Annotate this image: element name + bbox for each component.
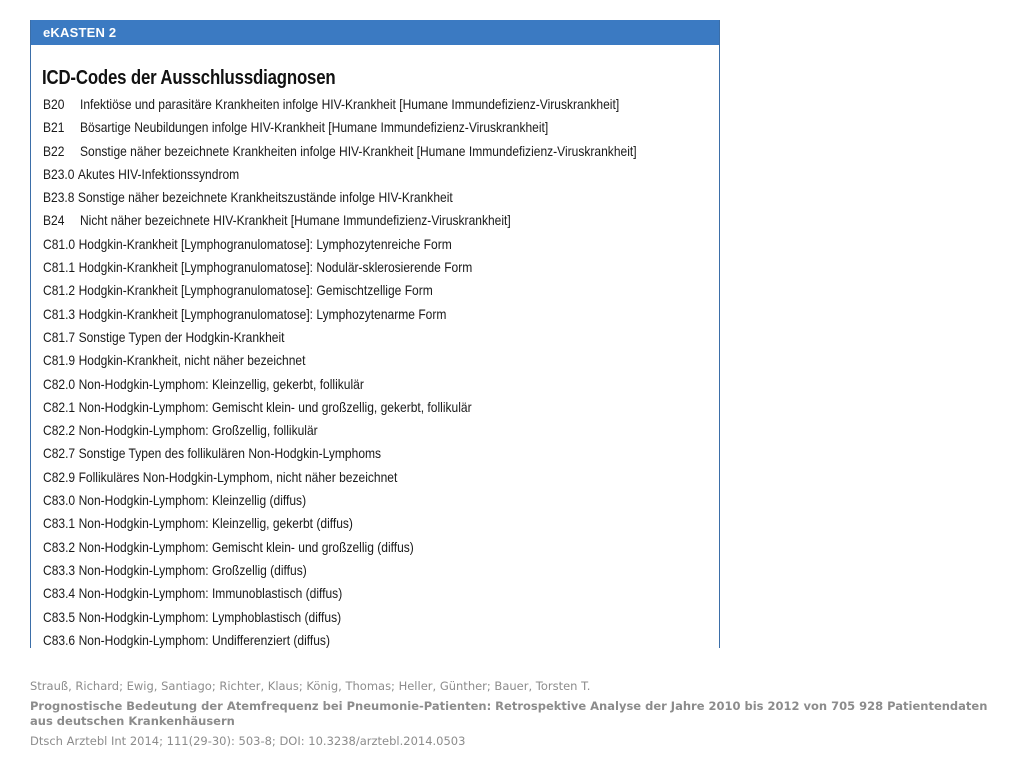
icd-entry	[43, 116, 714, 139]
icd-description: Sonstige Typen der Hodgkin-Krankheit	[78, 328, 285, 345]
icd-code: C83.1	[43, 515, 76, 532]
icd-description: Sonstige näher bezeichnete Krankheiten infolge HIV-Krankheit [Humane Immundefizienz-Viruskrankheit]	[79, 142, 637, 159]
icd-description: Non-Hodgkin-Lymphom: Lymphoblastisch (diffus)	[78, 608, 342, 625]
icd-description: Non-Hodgkin-Lymphom: Kleinzellig, gekerbt, follikulär	[78, 375, 364, 392]
icd-code: C83.6	[43, 631, 76, 648]
icd-entry	[43, 536, 714, 559]
icd-code: C82.1	[43, 398, 76, 415]
icd-entry	[43, 209, 714, 232]
icd-description: Akutes HIV-Infektionssyndrom	[77, 165, 240, 182]
icd-code: C81.1	[43, 259, 76, 276]
icd-entry	[43, 489, 714, 512]
icd-code: C81.7	[43, 328, 76, 345]
icd-entry	[43, 93, 714, 116]
icd-code: C82.0	[43, 375, 76, 392]
icd-code: C82.2	[43, 422, 76, 439]
icd-description: Non-Hodgkin-Lymphom: Großzellig, follikulär	[78, 422, 318, 439]
icd-code: C82.7	[43, 445, 76, 462]
icd-code: B23.8	[43, 189, 75, 206]
icd-description: Non-Hodgkin-Lymphom: Immunoblastisch (diffus)	[78, 585, 343, 602]
icd-entry	[43, 512, 714, 535]
icd-entry	[43, 466, 714, 489]
icd-description: Sonstige Typen des follikulären Non-Hodgkin-Lymphoms	[78, 445, 382, 462]
icd-entry	[43, 256, 714, 279]
icd-description: Follikuläres Non-Hodgkin-Lymphom, nicht näher bezeichnet	[78, 468, 398, 485]
icd-description: Non-Hodgkin-Lymphom: Kleinzellig (diffus)	[78, 492, 307, 509]
icd-description: Hodgkin-Krankheit, nicht näher bezeichnet	[78, 352, 306, 369]
icd-code: C83.3	[43, 561, 76, 578]
icd-code: C81.9	[43, 352, 76, 369]
icd-description: Infektiöse und parasitäre Krankheiten infolge HIV-Krankheit [Humane Immundefizienz-Viruskrankheit]	[79, 96, 620, 112]
icd-code: C83.2	[43, 538, 76, 555]
icd-code: C83.0	[43, 492, 76, 509]
icd-description: Non-Hodgkin-Lymphom: Kleinzellig, gekerbt (diffus)	[78, 515, 353, 532]
icd-entry	[43, 186, 714, 209]
icd-entry	[43, 373, 714, 396]
icd-description: Bösartige Neubildungen infolge HIV-Krankheit [Humane Immundefizienz-Viruskrankheit]	[79, 119, 549, 136]
icd-entry	[43, 303, 714, 326]
icd-description: Non-Hodgkin-Lymphom: Gemischt klein- und großzellig (diffus)	[78, 538, 414, 555]
icd-code: C83.4	[43, 585, 76, 602]
icd-description: Non-Hodgkin-Lymphom: Undifferenziert (diffus)	[78, 631, 330, 648]
icd-code: C82.9	[43, 468, 76, 485]
icd-entry	[43, 349, 714, 372]
icd-entry	[43, 163, 714, 186]
icd-code: B23.0	[43, 165, 75, 182]
box-header-label: eKASTEN 2	[31, 20, 719, 45]
icd-entry	[43, 140, 714, 163]
icd-code: B21	[43, 119, 65, 136]
icd-code-list	[43, 93, 823, 652]
citation	[30, 679, 1010, 749]
icd-description: Hodgkin-Krankheit [Lymphogranulomatose]: Nodulär-sklerosierende Form	[78, 259, 473, 276]
icd-code: B20	[43, 96, 65, 112]
icd-code: C81.2	[43, 282, 76, 299]
icd-entry	[43, 629, 714, 652]
icd-code: C81.0	[43, 235, 76, 252]
citation-title: Prognostische Bedeutung der Atemfrequenz bei Pneumonie-Patienten: Retrospektive Analyse der Jahre 2010 bis 2012 von 705 928 Patientendaten aus deutschen Krankenhäusern	[30, 699, 988, 728]
icd-description: Hodgkin-Krankheit [Lymphogranulomatose]: Gemischtzellige Form	[78, 282, 433, 299]
icd-description: Sonstige näher bezeichnete Krankheitszustände infolge HIV-Krankheit	[77, 189, 453, 206]
icd-entry	[43, 582, 714, 605]
icd-description: Hodgkin-Krankheit [Lymphogranulomatose]: Lymphozytenreiche Form	[78, 235, 452, 252]
info-box	[30, 20, 720, 648]
icd-entry	[43, 396, 714, 419]
icd-entry	[43, 442, 714, 465]
icd-code: B24	[43, 212, 65, 229]
icd-entry	[43, 279, 714, 302]
citation-reference: Dtsch Arztebl Int 2014; 111(29-30): 503-8; DOI: 10.3238/arztebl.2014.0503	[30, 734, 466, 748]
icd-code: C81.3	[43, 305, 76, 322]
icd-description: Hodgkin-Krankheit [Lymphogranulomatose]: Lymphozytenarme Form	[78, 305, 447, 322]
icd-entry	[43, 233, 714, 256]
icd-code: C83.5	[43, 608, 76, 625]
citation-authors: Strauß, Richard; Ewig, Santiago; Richter, Klaus; König, Thomas; Heller, Günther; Bauer, Torsten T.	[30, 679, 591, 693]
icd-entry	[43, 419, 714, 442]
icd-entry	[43, 559, 714, 582]
icd-entry	[43, 326, 714, 349]
box-title: ICD-Codes der Ausschlussdiagnosen	[42, 67, 336, 89]
icd-description: Non-Hodgkin-Lymphom: Gemischt klein- und großzellig, gekerbt, follikulär	[78, 398, 472, 415]
icd-code: B22	[43, 142, 65, 159]
icd-entry	[43, 606, 714, 629]
icd-description: Nicht näher bezeichnete HIV-Krankheit [Humane Immundefizienz-Viruskrankheit]	[79, 212, 511, 229]
icd-description: Non-Hodgkin-Lymphom: Großzellig (diffus)	[78, 561, 307, 578]
